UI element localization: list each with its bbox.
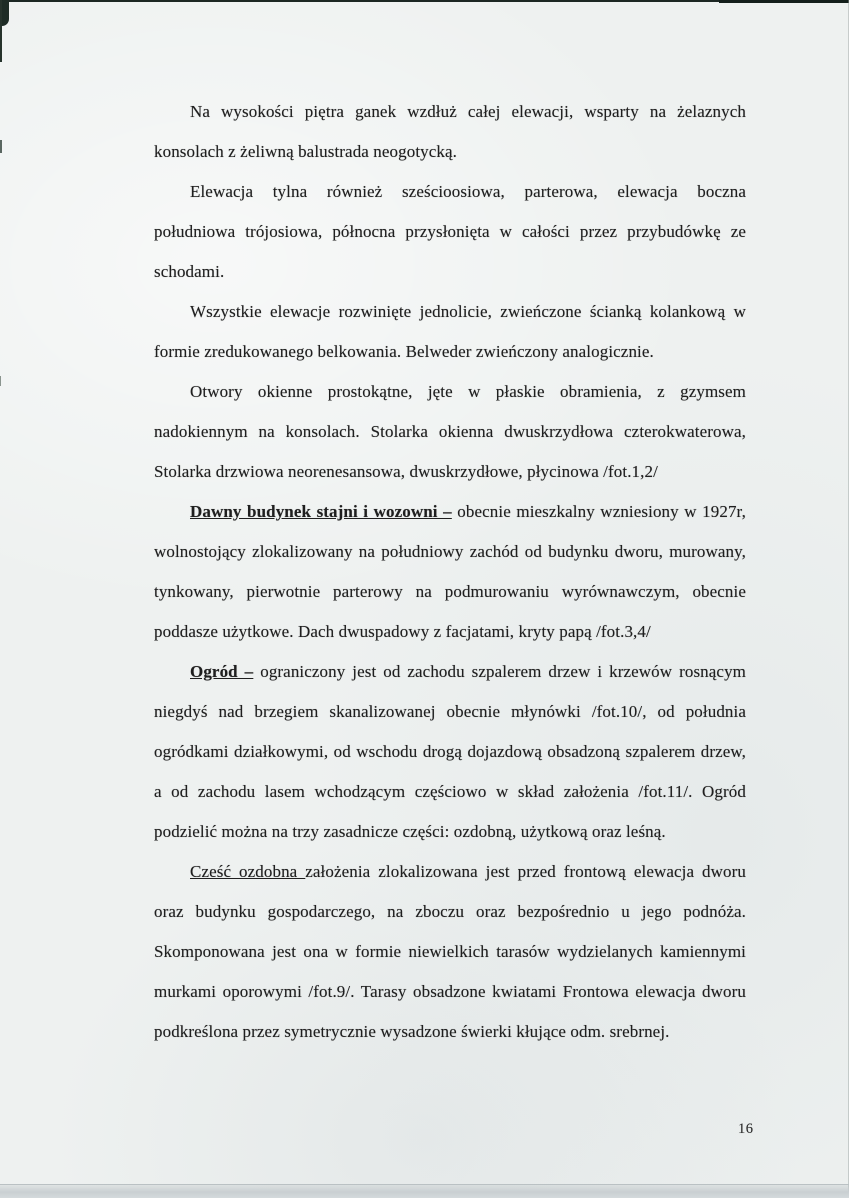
text-line xyxy=(154,172,746,212)
paragraph xyxy=(154,652,746,852)
body-text: ograniczony jest od zachodu szpalerem drzew i krzewów rosnącym xyxy=(253,662,746,681)
body-text: poddasze użytkowe. Dach dwuspadowy z facjatami, kryty papą /fot.3,4/ xyxy=(154,622,651,641)
scan-artifact-bottom-band xyxy=(0,1184,849,1198)
paragraph xyxy=(154,852,746,1052)
body-text: podzielić można na trzy zasadnicze części: ozdobną, użytkową oraz leśną. xyxy=(154,822,666,841)
section-heading-text: Cześć ozdobna xyxy=(190,862,306,881)
body-text: tynkowany, pierwotnie parterowy na podmurowaniu wyrównawczym, obecnie xyxy=(154,582,746,601)
text-line xyxy=(154,892,746,932)
text-line xyxy=(154,732,746,772)
text-line xyxy=(154,932,746,972)
body-text: konsolach z żeliwną balustrada neogotycką. xyxy=(154,142,458,161)
text-line xyxy=(154,532,746,572)
body-text: Na wysokości piętra ganek wzdłuż całej elewacji, wsparty na żelaznych xyxy=(190,102,746,121)
body-text: południowa trójosiowa, północna przysłonięta w całości przez przybudówkę ze xyxy=(154,222,746,241)
text-line xyxy=(154,852,746,892)
text-line xyxy=(154,812,746,852)
text-line xyxy=(154,292,746,332)
body-text: Stolarka drzwiowa neorenesansowa, dwuskrzydłowe, płycinowa /fot.1,2/ xyxy=(154,462,658,481)
body-text: Skomponowana jest ona w formie niewielkich tarasów wydzielanych kamiennymi xyxy=(154,942,746,961)
text-line xyxy=(154,692,746,732)
text-line xyxy=(154,372,746,412)
text-line xyxy=(154,252,746,292)
scan-artifact-left-speck xyxy=(0,376,1,386)
body-text: niegdyś nad brzegiem skanalizowanej obecnie młynówki /fot.10/, od południa xyxy=(154,702,746,721)
body-text: murkami oporowymi /fot.9/. Tarasy obsadzone kwiatami Frontowa elewacja dworu xyxy=(154,982,746,1001)
scan-artifact-left-edge xyxy=(0,0,2,62)
body-text: założenia zlokalizowana jest przed frontową elewacja dworu xyxy=(305,862,746,881)
body-text: schodami. xyxy=(154,262,225,281)
body-text: nadokiennym na konsolach. Stolarka okienna dwuskrzydłowa czterokwaterowa, xyxy=(154,422,746,441)
paragraph xyxy=(154,172,746,292)
text-line xyxy=(154,612,746,652)
scan-artifact-left-speck xyxy=(0,140,2,153)
body-text: Otwory okienne prostokątne, jęte w płaskie obramienia, z gzymsem xyxy=(190,382,746,401)
text-line xyxy=(154,652,746,692)
body-text: Elewacja tylna również sześcioosiowa, parterowa, elewacja boczna xyxy=(190,182,746,201)
text-line xyxy=(154,572,746,612)
paragraph xyxy=(154,292,746,372)
text-line xyxy=(154,772,746,812)
text-line xyxy=(154,92,746,132)
body-text: formie zredukowanego belkowania. Belweder zwieńczony analogicznie. xyxy=(154,342,654,361)
paragraph xyxy=(154,92,746,172)
text-line xyxy=(154,972,746,1012)
text-line xyxy=(154,332,746,372)
paragraph xyxy=(154,372,746,492)
body-text: ogródkami działkowymi, od wschodu drogą dojazdową obsadzoną szpalerem drzew, xyxy=(154,742,746,761)
body-text: obecnie mieszkalny wzniesiony w 1927r, xyxy=(451,502,746,521)
text-line xyxy=(154,452,746,492)
text-line xyxy=(154,132,746,172)
text-line xyxy=(154,212,746,252)
body-text: a od zachodu lasem wchodzącym częściowo w skład założenia /fot.11/. Ogród xyxy=(154,782,746,801)
paragraph xyxy=(154,492,746,652)
section-heading-text: Ogród – xyxy=(190,662,254,681)
document-text xyxy=(154,92,746,1052)
section-heading-text: Dawny budynek stajni i wozowni – xyxy=(190,502,452,521)
page-number: 16 xyxy=(738,1121,754,1137)
text-line xyxy=(154,492,746,532)
body-text: podkreślona przez symetrycznie wysadzone świerki kłujące odm. srebrnej. xyxy=(154,1022,670,1041)
scan-artifact-top-right-edge xyxy=(719,0,849,3)
text-line xyxy=(154,412,746,452)
body-text: wolnostojący zlokalizowany na południowy zachód od budynku dworu, murowany, xyxy=(154,542,746,561)
text-line xyxy=(154,1012,746,1052)
body-text: oraz budynku gospodarczego, na zboczu oraz bezpośrednio u jego podnóża. xyxy=(154,902,746,921)
body-text: Wszystkie elewacje rozwinięte jednolicie, zwieńczone ścianką kolankową w xyxy=(190,302,746,321)
